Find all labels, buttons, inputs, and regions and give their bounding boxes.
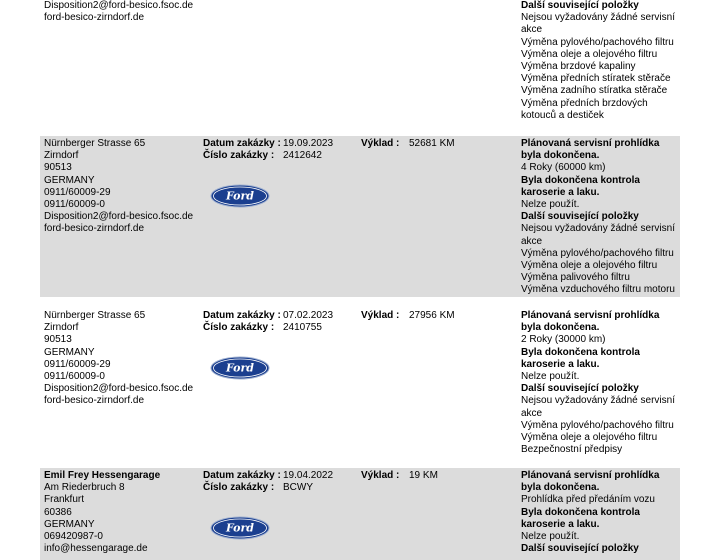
address-line: Zirndorf (44, 322, 79, 334)
address-line: Zirndorf (44, 150, 79, 162)
mileage-info (361, 470, 511, 482)
mileage-info (361, 138, 511, 150)
service-line: Výměna palivového filtru (521, 272, 630, 284)
service-line: Výměna pylového/pachového filtru (521, 247, 674, 259)
date-label: Datum zakázky : (203, 470, 281, 481)
service-line: Byla dokončena kontrola karoserie a laku. (521, 506, 640, 530)
mileage-value: 52681 KM (409, 138, 455, 149)
address-line: 0911/60009-29 (44, 358, 111, 370)
service-line: Byla dokončena kontrola karoserie a laku. (521, 174, 640, 198)
order-number: 2412642 (283, 150, 322, 162)
address-line: Am Riederbruch 8 (44, 482, 125, 494)
dealer-address (44, 470, 199, 555)
mileage-label: Výklad : (361, 470, 400, 481)
order-info (203, 470, 353, 494)
address-line: info@hessengarage.de (44, 543, 148, 555)
address-line: Disposition2@ford-besico.fsoc.de (44, 211, 194, 223)
mileage-value: 19 KM (409, 470, 438, 481)
order-number: BCWY (283, 482, 313, 494)
service-list (521, 0, 679, 122)
address-line: Disposition2@ford-besico.fsoc.de (44, 0, 194, 11)
service-line: Výměna brzdové kapaliny (521, 61, 636, 73)
address-line: ford-besico-zirndorf.de (44, 395, 145, 407)
service-line: Výměna předních stíratek stěrače (521, 73, 671, 85)
mileage-label: Výklad : (361, 138, 400, 149)
dealer-address (44, 0, 199, 24)
service-line: Výměna vzduchového filtru motoru (521, 284, 675, 296)
service-line: Výměna oleje a olejového filtru (521, 48, 658, 60)
date-label: Datum zakázky : (203, 138, 281, 149)
logo-text: Ford (225, 189, 255, 203)
ford-logo-icon (210, 184, 270, 208)
service-line: Nelze použít. (521, 371, 580, 383)
order-date: 07.02.2023 (283, 310, 334, 321)
order-date: 19.09.2023 (283, 138, 334, 149)
service-line: Výměna pylového/pachového filtru (521, 419, 674, 431)
address-line: 0911/60009-29 (44, 186, 111, 198)
service-line: Nejsou vyžadovány žádné servisní akce (521, 223, 675, 247)
address-line: 90513 (44, 162, 72, 174)
address-line: 0911/60009-0 (44, 371, 105, 383)
logo-text: Ford (225, 361, 255, 375)
service-entry (40, 136, 680, 297)
service-line: 2 Roky (30000 km) (521, 334, 606, 346)
address-line: Nürnberger Strasse 65 (44, 310, 146, 321)
address-line: ford-besico-zirndorf.de (44, 12, 145, 24)
service-line: Byla dokončena kontrola karoserie a laku. (521, 346, 640, 370)
order-number: 2410755 (283, 322, 322, 334)
service-line: 4 Roky (60000 km) (521, 162, 606, 174)
service-line: Nelze použít. (521, 531, 580, 543)
mileage-info (361, 310, 511, 322)
date-label: Datum zakázky : (203, 310, 281, 321)
address-line: Disposition2@ford-besico.fsoc.de (44, 383, 194, 395)
address-line: 069420987-0 (44, 531, 103, 543)
service-line: Plánovaná servisní prohlídka byla dokončena. (521, 310, 660, 334)
service-line: Nejsou vyžadovány žádné servisní akce (521, 395, 675, 419)
service-line: Další související položky (521, 543, 639, 555)
service-list (521, 310, 679, 456)
service-entry (40, 0, 680, 126)
service-line: Další související položky (521, 211, 639, 223)
dealer-name: Emil Frey Hessengarage (44, 470, 161, 481)
order-number-label: Číslo zakázky : (203, 482, 275, 494)
address-line: Frankfurt (44, 494, 85, 506)
mileage-value: 27956 KM (409, 310, 455, 321)
logo-text: Ford (225, 521, 255, 535)
order-info (203, 138, 353, 162)
service-line: Nejsou vyžadovány žádné servisní akce (521, 12, 675, 36)
address-line: GERMANY (44, 518, 95, 530)
service-entry (40, 308, 680, 458)
order-number-label: Číslo zakázky : (203, 150, 275, 162)
ford-logo-icon (210, 356, 270, 380)
address-line: GERMANY (44, 174, 95, 186)
service-line: Prohlídka před předáním vozu (521, 494, 655, 506)
address-line: 90513 (44, 334, 72, 346)
order-date: 19.04.2022 (283, 470, 334, 481)
ford-logo-icon (210, 516, 270, 540)
service-list (521, 470, 679, 555)
service-line: Výměna oleje a olejového filtru (521, 432, 658, 444)
service-line: Výměna předních brzdových kotouců a destiček (521, 97, 648, 121)
dealer-address (44, 310, 199, 408)
order-info (203, 310, 353, 334)
address-line: Nürnberger Strasse 65 (44, 138, 146, 149)
service-line: Nelze použít. (521, 199, 580, 211)
service-line: Výměna zadního stíratka stěrače (521, 85, 668, 97)
service-list (521, 138, 679, 297)
order-number-label: Číslo zakázky : (203, 322, 275, 334)
service-entry (40, 468, 680, 560)
service-line: Další související položky (521, 383, 639, 395)
service-line: Plánovaná servisní prohlídka byla dokončena. (521, 470, 660, 494)
address-line: GERMANY (44, 346, 95, 358)
service-line: Výměna pylového/pachového filtru (521, 36, 674, 48)
dealer-address (44, 138, 199, 236)
service-line: Výměna oleje a olejového filtru (521, 260, 658, 272)
service-line: Bezpečnostní předpisy (521, 444, 623, 456)
address-line: ford-besico-zirndorf.de (44, 223, 145, 235)
address-line: 0911/60009-0 (44, 199, 105, 211)
service-line: Plánovaná servisní prohlídka byla dokončena. (521, 138, 660, 162)
mileage-label: Výklad : (361, 310, 400, 321)
service-line: Další související položky (521, 0, 639, 11)
address-line: 60386 (44, 506, 72, 518)
